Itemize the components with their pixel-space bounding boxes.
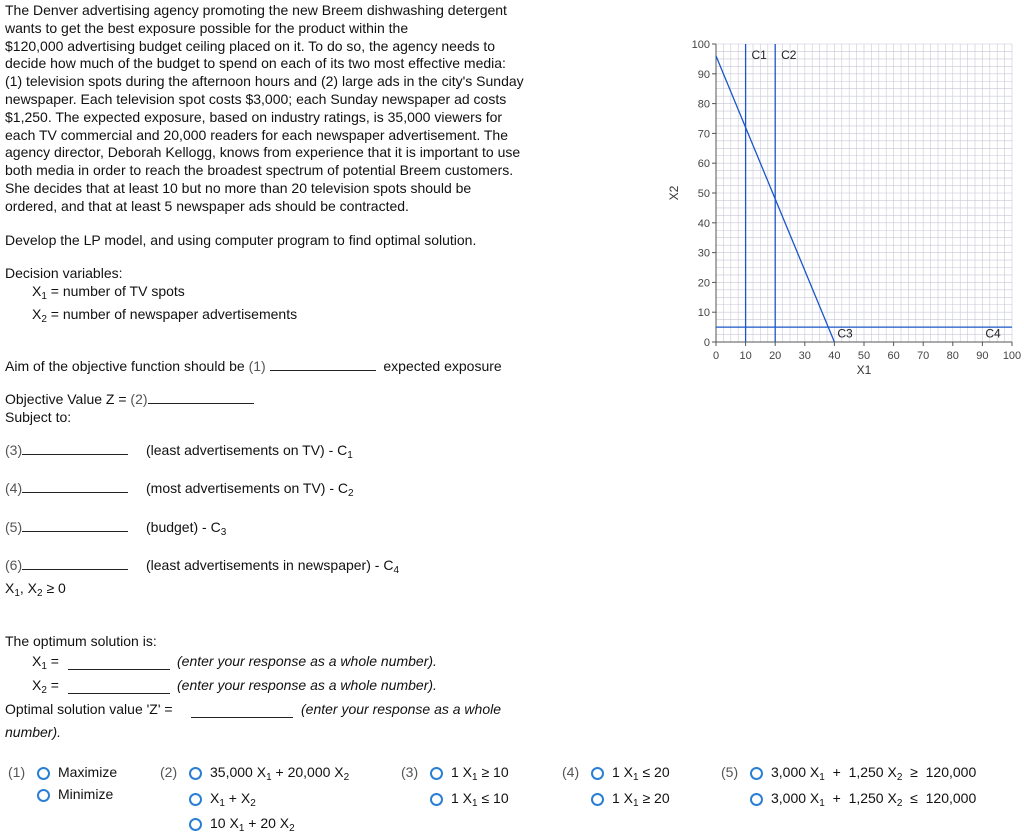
problem-line: newspaper. Each television spot costs $3,000; each Sunday newspaper ad costs bbox=[5, 90, 507, 107]
constraint-row: (3) bbox=[5, 442, 128, 458]
decision-x2: $X_2$ = number of newspaper advertisements bbox=[32, 306, 298, 325]
problem-line: The Denver advertising agency promoting the new Breem dishwashing detergent bbox=[5, 2, 507, 18]
x-tick-label: 10 bbox=[739, 350, 752, 362]
problem-line: each TV commercial and 20,000 readers for each newspaper advertisement. The bbox=[5, 126, 508, 143]
choice-budget-ge[interactable]: 3,000 $X_1 + 1,250$ $X_2 \ge 120,000$ bbox=[750, 764, 976, 780]
x-tick-label: 50 bbox=[857, 350, 871, 362]
x-tick-label: 30 bbox=[798, 350, 811, 362]
y-tick-label: 100 bbox=[691, 39, 710, 51]
radio-button[interactable] bbox=[430, 767, 443, 780]
z-hint: (enter your response as a whole bbox=[301, 701, 501, 717]
subject-to: Subject to: bbox=[5, 409, 72, 425]
z-label: Optimal solution value 'Z' = bbox=[5, 701, 173, 717]
y-axis-label: X2 bbox=[667, 185, 681, 201]
choice-obj-1[interactable]: 35,000 $X_1 + 20,000$ $X_2$ bbox=[189, 764, 349, 780]
problem-line: She decides that at least 10 but no more than 20 television spots should be bbox=[5, 179, 472, 196]
x1-answer-input[interactable] bbox=[68, 657, 170, 670]
x2-answer-input[interactable] bbox=[68, 681, 170, 694]
optimum-x2-label: $X_2$ = bbox=[32, 677, 59, 696]
problem-statement bbox=[5, 2, 565, 216]
radio-button[interactable] bbox=[591, 793, 604, 806]
radio-button[interactable] bbox=[189, 793, 202, 806]
radio-button[interactable] bbox=[37, 767, 50, 780]
aim-blank bbox=[270, 358, 376, 371]
y-tick-label: 40 bbox=[697, 217, 710, 230]
instruction-text: Develop the LP model, and using computer program to find optimal solution. bbox=[5, 232, 477, 248]
choice-obj-3[interactable]: 10 $X_1 + 20$ $X_2$ bbox=[189, 815, 295, 831]
constraint-blank bbox=[22, 557, 128, 570]
problem-line: wants to get the best exposure possible for the product within the bbox=[5, 19, 409, 36]
y-tick-label: 50 bbox=[697, 188, 710, 200]
constraint-label-c2: C2 bbox=[781, 47, 797, 62]
constraint-blank bbox=[22, 519, 128, 532]
choice-group-2-num: (2) bbox=[160, 764, 178, 780]
radio-button[interactable] bbox=[591, 767, 604, 780]
constraint-desc: (most advertisements on $TV) - C_2$ bbox=[146, 480, 354, 499]
y-tick-label: 90 bbox=[697, 68, 710, 81]
choice-c2-ge[interactable]: 1 $X_1 \ge 20$ bbox=[591, 790, 670, 806]
problem-line: $120,000 advertising budget ceiling placed on it. To do so, the agency needs to bbox=[5, 37, 496, 54]
objective-row: Objective Value Z = (2) bbox=[5, 391, 254, 407]
radio-button[interactable] bbox=[750, 793, 763, 806]
x-tick-label: 20 bbox=[769, 350, 782, 362]
x-tick-label: 100 bbox=[1002, 350, 1022, 362]
objective-blank bbox=[148, 391, 254, 404]
choice-c2-le[interactable]: 1 $X_1 \le 20$ bbox=[591, 764, 670, 780]
x2-hint: (enter your response as a whole number). bbox=[177, 677, 437, 693]
problem-line: agency director, Deborah Kellogg, knows from experience that it is important to use bbox=[5, 144, 521, 161]
radio-button[interactable] bbox=[430, 793, 443, 806]
x-axis-label: X1 bbox=[856, 363, 872, 377]
y-tick-label: 70 bbox=[697, 128, 710, 141]
choice-maximize[interactable]: Maximize bbox=[37, 764, 117, 780]
problem-line: ordered, and that at least 5 newspaper ads should be contracted. bbox=[5, 197, 409, 214]
y-tick-label: 30 bbox=[697, 247, 710, 260]
constraint-desc: (least advertisements in newspaper) - $C_4$ bbox=[146, 557, 399, 576]
choice-minimize[interactable]: Minimize bbox=[37, 786, 113, 802]
x1-hint: (enter your response as a whole number). bbox=[177, 653, 437, 669]
x-tick-label: 90 bbox=[976, 350, 989, 362]
radio-button[interactable] bbox=[750, 767, 763, 780]
y-tick-label: 60 bbox=[697, 158, 710, 171]
choice-c1-le[interactable]: 1 $X_1 \le 10$ bbox=[430, 790, 509, 806]
choice-group-3-num: (3) bbox=[401, 764, 419, 780]
constraint-row: (4) bbox=[5, 480, 128, 496]
problem-line: both media in order to reach the broadest spectrum of potential Breem customers. bbox=[5, 162, 514, 179]
constraint-label-c3: C3 bbox=[837, 326, 853, 341]
x-tick-label: 40 bbox=[828, 350, 841, 362]
y-tick-label: 10 bbox=[697, 307, 710, 320]
choice-obj-2[interactable]: $X_1 + X_2$ bbox=[189, 790, 256, 806]
x-tick-label: 70 bbox=[917, 350, 930, 362]
optimum-heading: The optimum solution is: bbox=[5, 633, 157, 649]
nonnegativity: $X_1$, $X_2 \ge 0$ bbox=[5, 580, 66, 599]
constraint-desc: (budget) - $C_3$ bbox=[146, 519, 227, 538]
decision-x1: $X_1$ = number of TV spots bbox=[32, 283, 185, 302]
x-tick-label: 80 bbox=[946, 350, 959, 362]
aim-row: Aim of the objective function should be (1) expected exposure bbox=[5, 358, 502, 374]
choice-c1-ge[interactable]: 1 $X_1 \ge 10$ bbox=[430, 764, 509, 780]
optimum-x1-label: $X_1$ = bbox=[32, 653, 59, 672]
radio-button[interactable] bbox=[189, 818, 202, 831]
constraint-desc: (least advertisements on $TV) - C_1$ bbox=[146, 442, 353, 461]
constraint-row: (5) bbox=[5, 519, 128, 535]
choice-group-4-num: (4) bbox=[562, 764, 580, 780]
radio-button[interactable] bbox=[189, 767, 202, 780]
radio-button[interactable] bbox=[37, 789, 50, 802]
lp-graph bbox=[660, 35, 1024, 385]
choice-budget-le[interactable]: 3,000 $X_1 + 1,250$ $X_2 \le 120,000$ bbox=[750, 790, 976, 806]
y-tick-label: 0 bbox=[703, 337, 710, 349]
problem-line: decide how much of the budget to spend on each of its two most effective media: bbox=[5, 55, 506, 72]
constraint-row: (6) bbox=[5, 557, 128, 573]
problem-line: (1) television spots during the afternoon hours and (2) large ads in the city's Sunday bbox=[5, 73, 524, 90]
constraint-blank bbox=[22, 442, 128, 455]
y-tick-label: 20 bbox=[697, 277, 710, 290]
constraint-label-c1: C1 bbox=[751, 47, 767, 62]
constraint-label-c4: C4 bbox=[985, 326, 1001, 341]
choice-group-5-num: (5) bbox=[721, 764, 739, 780]
x-tick-label: 60 bbox=[887, 350, 900, 362]
choice-group-1-num: (1) bbox=[8, 764, 26, 780]
z-hint-cont: number). bbox=[5, 724, 62, 740]
constraint-blank bbox=[22, 480, 128, 493]
y-tick-label: 80 bbox=[697, 98, 710, 111]
problem-line: $1,250. The expected exposure, based on industry ratings, is 35,000 viewers for bbox=[5, 108, 503, 125]
decision-heading: Decision variables: bbox=[5, 265, 123, 281]
z-answer-input[interactable] bbox=[191, 705, 293, 718]
x-tick-label: 0 bbox=[712, 350, 720, 362]
